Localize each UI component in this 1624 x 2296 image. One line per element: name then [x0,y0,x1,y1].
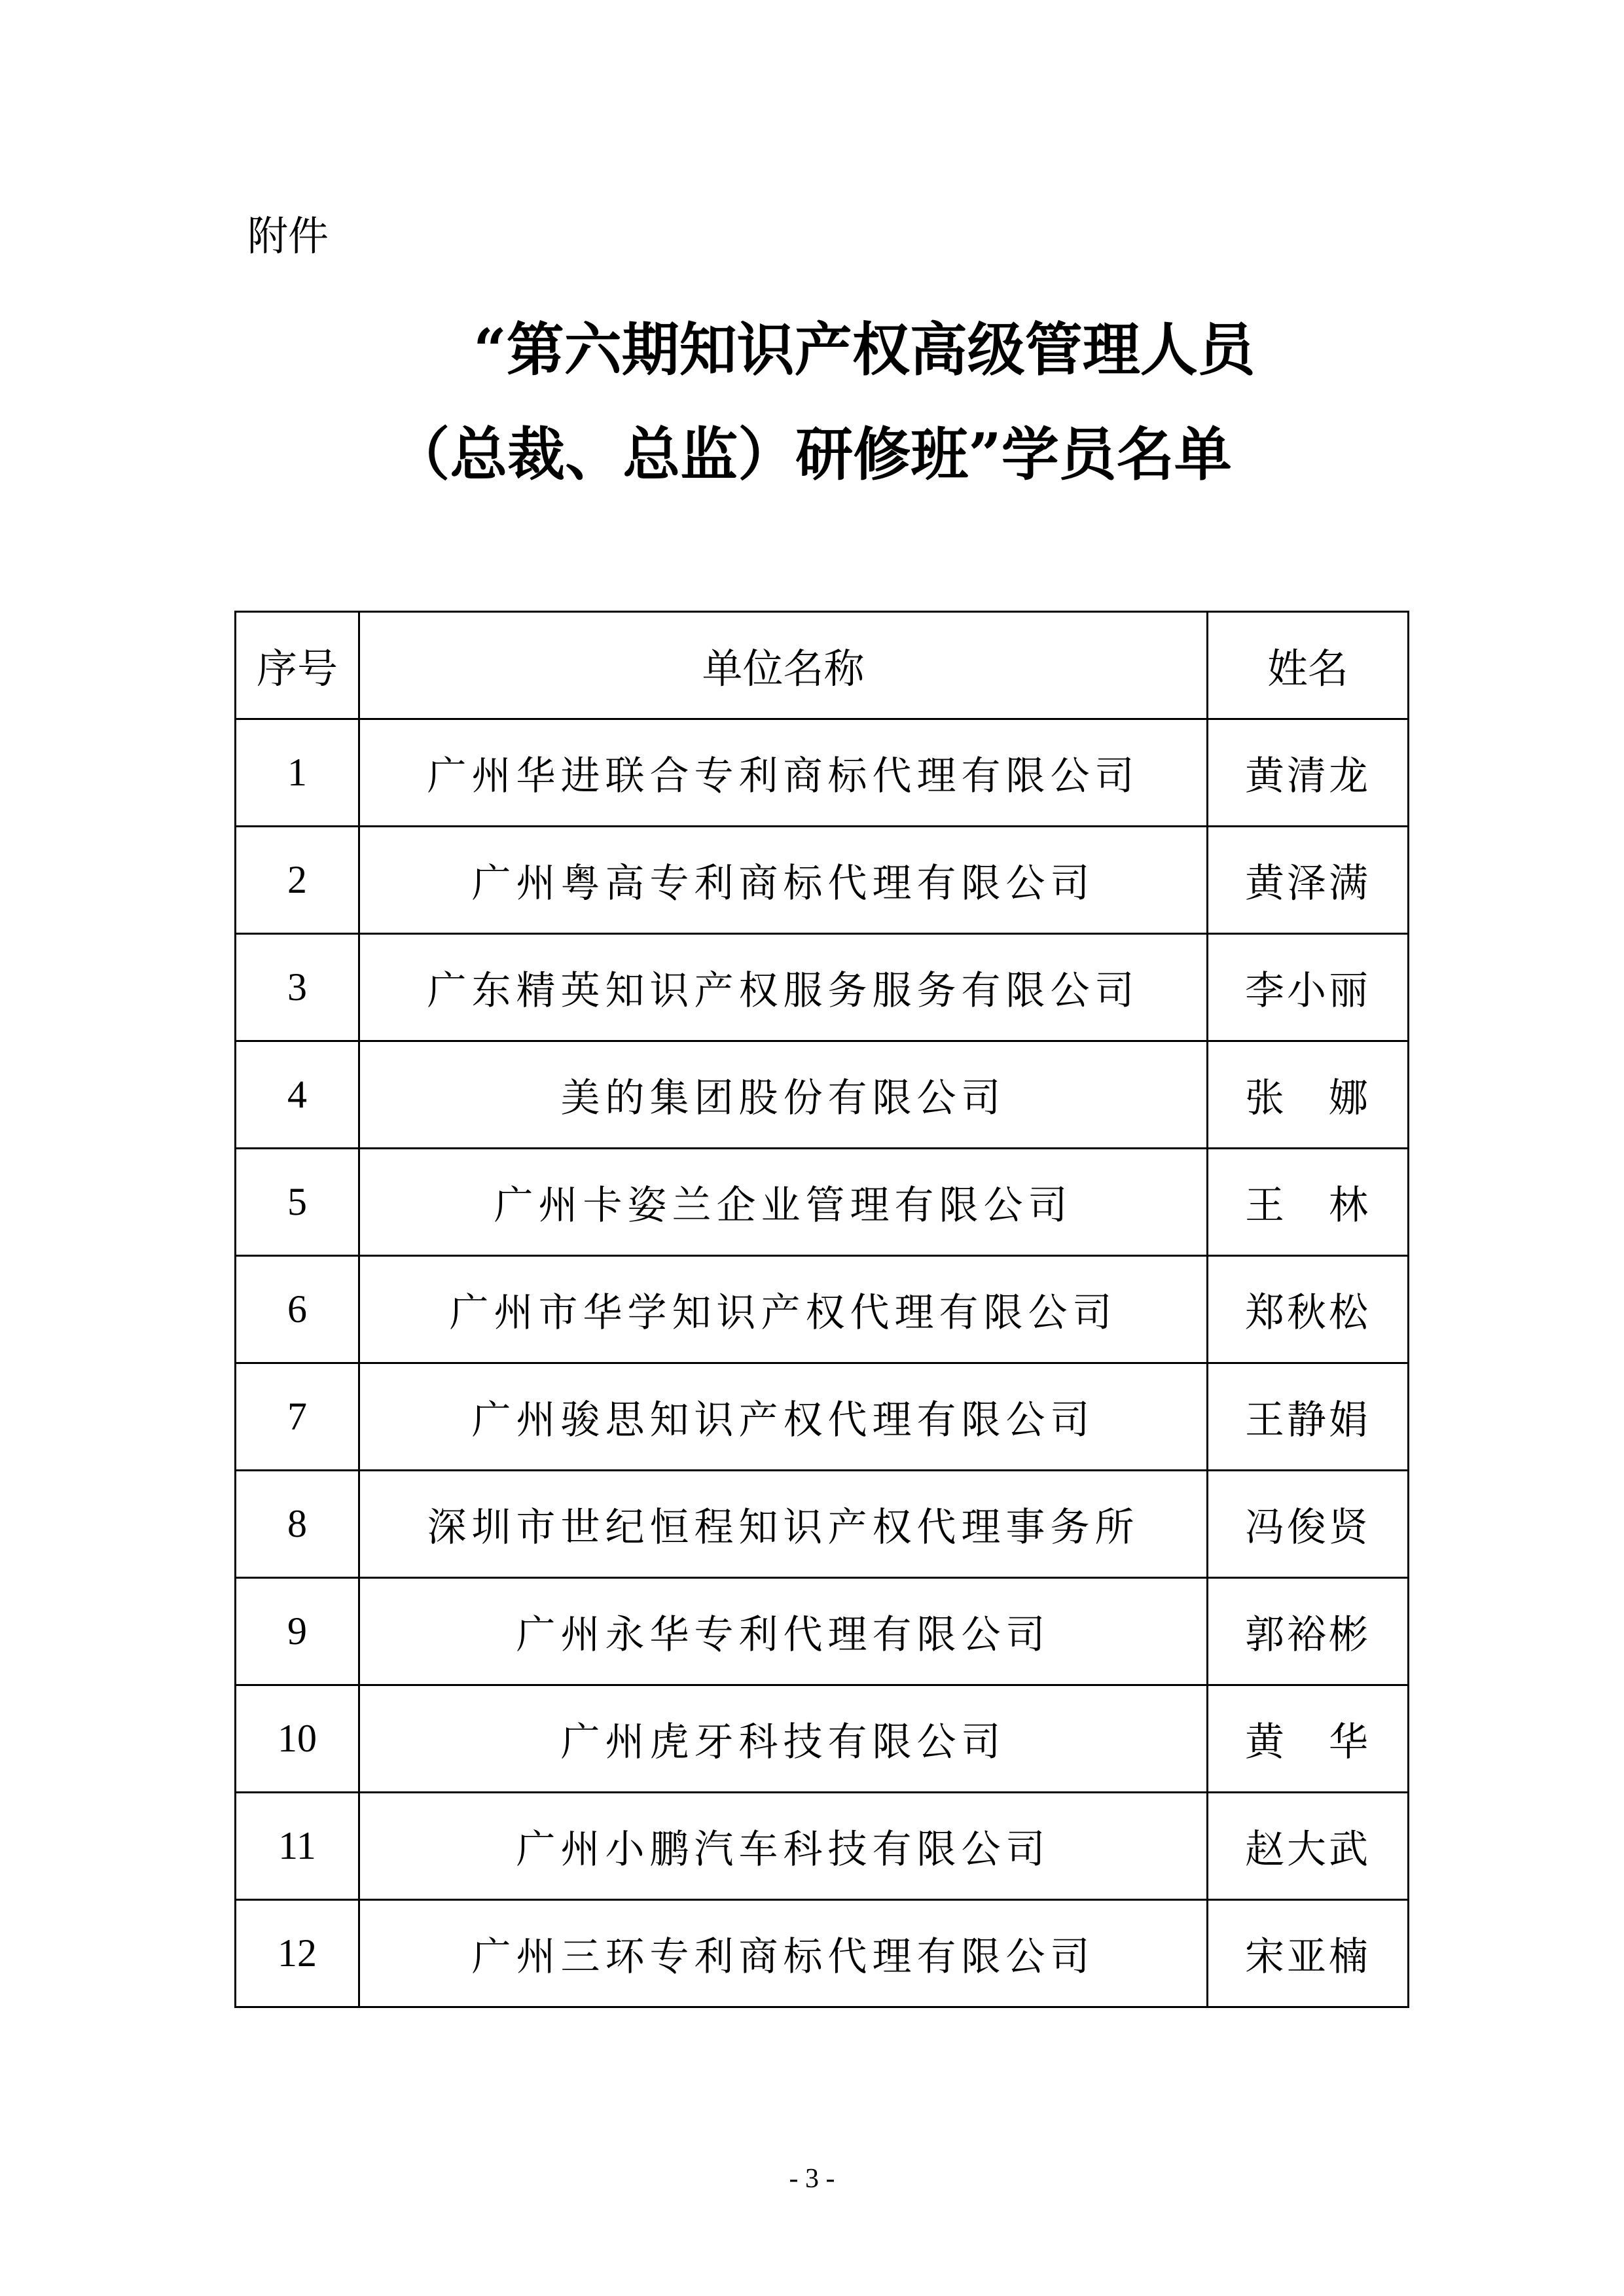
cell-serial-number: 9 [236,1578,359,1685]
table-row [236,1578,1409,1685]
cell-person-name: 王 林 [1208,1149,1409,1256]
page-number: - 3 - [789,2164,835,2194]
cell-person-name: 郭裕彬 [1208,1578,1409,1685]
table-row [236,1685,1409,1793]
cell-serial-number: 2 [236,827,359,934]
document-title-line-1: “第六期知识产权高级管理人员 [473,315,1255,384]
cell-serial-number: 3 [236,934,359,1041]
table-row [236,1471,1409,1578]
cell-unit-name: 广州华进联合专利商标代理有限公司 [359,719,1208,827]
cell-serial-number: 10 [236,1685,359,1793]
cell-person-name: 黄清龙 [1208,719,1409,827]
header-serial-number: 序号 [236,612,359,719]
cell-unit-name: 美的集团股份有限公司 [359,1041,1208,1149]
cell-person-name: 宋亚楠 [1208,1900,1409,2007]
cell-unit-name: 广州虎牙科技有限公司 [359,1685,1208,1793]
table-row [236,934,1409,1041]
student-roster-table [234,611,1409,2008]
cell-unit-name: 广州骏思知识产权代理有限公司 [359,1363,1208,1471]
table-row [236,719,1409,827]
cell-unit-name: 广州三环专利商标代理有限公司 [359,1900,1208,2007]
cell-serial-number: 7 [236,1363,359,1471]
cell-unit-name: 广州永华专利代理有限公司 [359,1578,1208,1685]
table-row [236,1900,1409,2007]
cell-person-name: 黄泽满 [1208,827,1409,934]
document-title-line-2: （总裁、总监）研修班”学员名单 [392,420,1232,488]
cell-person-name: 张 娜 [1208,1041,1409,1149]
cell-serial-number: 5 [236,1149,359,1256]
cell-serial-number: 6 [236,1256,359,1363]
cell-person-name: 黄 华 [1208,1685,1409,1793]
table-row [236,827,1409,934]
table-row [236,1363,1409,1471]
cell-unit-name: 广州小鹏汽车科技有限公司 [359,1793,1208,1900]
cell-unit-name: 深圳市世纪恒程知识产权代理事务所 [359,1471,1208,1578]
cell-person-name: 李小丽 [1208,934,1409,1041]
header-person-name: 姓名 [1208,612,1409,719]
cell-serial-number: 4 [236,1041,359,1149]
cell-unit-name: 广州卡姿兰企业管理有限公司 [359,1149,1208,1256]
table-row [236,1041,1409,1149]
cell-serial-number: 12 [236,1900,359,2007]
cell-serial-number: 11 [236,1793,359,1900]
cell-person-name: 王静娟 [1208,1363,1409,1471]
cell-person-name: 赵大武 [1208,1793,1409,1900]
attachment-label: 附件 [247,212,329,260]
cell-person-name: 郑秋松 [1208,1256,1409,1363]
cell-serial-number: 8 [236,1471,359,1578]
table-row [236,1793,1409,1900]
table-row [236,1149,1409,1256]
table-row [236,1256,1409,1363]
header-unit-name: 单位名称 [359,612,1208,719]
cell-unit-name: 广州市华学知识产权代理有限公司 [359,1256,1208,1363]
table-header-row [236,612,1409,719]
cell-serial-number: 1 [236,719,359,827]
cell-person-name: 冯俊贤 [1208,1471,1409,1578]
cell-unit-name: 广东精英知识产权服务服务有限公司 [359,934,1208,1041]
cell-unit-name: 广州粤高专利商标代理有限公司 [359,827,1208,934]
